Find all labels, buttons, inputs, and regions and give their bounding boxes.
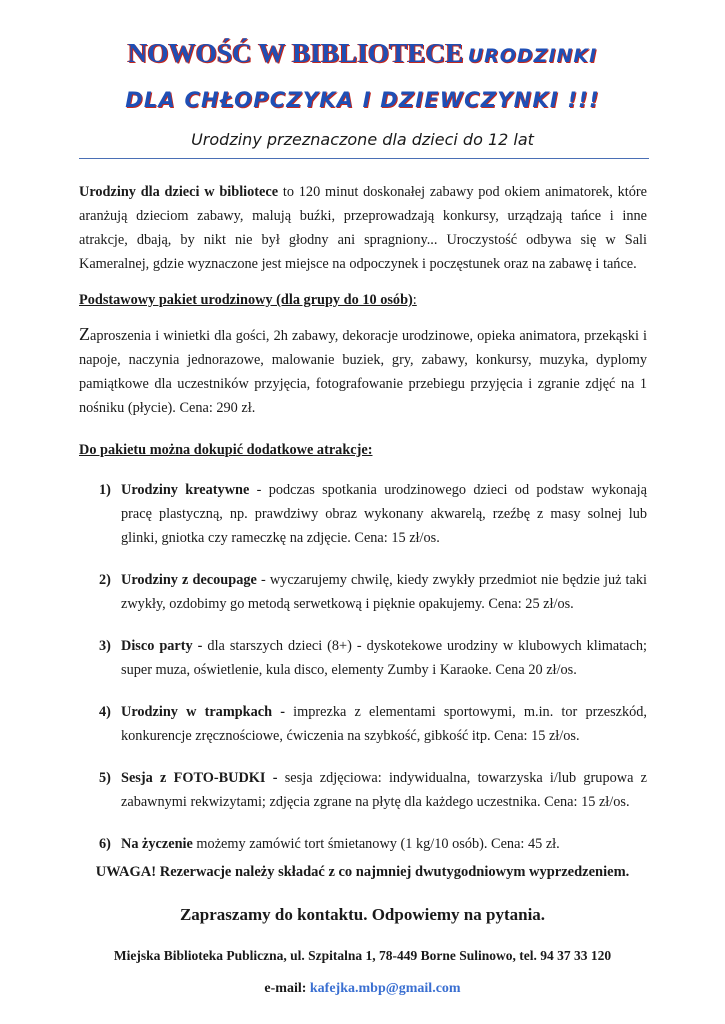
item-text: imprezka z elementami sportowymi, m.in. tor przeszkód, konkurencje zręcznościowe, ćwiczenia na szybkość, gibkość itp. Cena: 15 zł/os.: [121, 704, 647, 744]
item-number: 4): [99, 704, 111, 720]
basic-package-heading-row: [79, 288, 647, 312]
item-text: dla starszych dzieci (8+) - dyskotekowe urodziny w klubowych klimatach; super muza, oświetlenie, kula disco, elementy Zumby i Karaoke. Cena 20 zł/os.: [121, 638, 647, 678]
extras-heading: Do pakietu można dokupić dodatkowe atrakcje:: [79, 442, 373, 458]
title-line2: DLA CHŁOPCZYKA I DZIEWCZYNKI !!!: [125, 88, 600, 112]
intro-paragraph: [79, 180, 647, 276]
contact-invite: Zapraszamy do kontaktu. Odpowiemy na pytania.: [179, 905, 546, 924]
item-text: - podczas spotkania urodzinowego dzieci od podstaw wykonają pracę plastyczną, np. prawdziwy obraz wykonany akwarelą, rzeźbę z masy solnej lub glinki, gniotka czy rameczkę na zdjęcie. Cena: 15 zł/os.: [121, 482, 647, 546]
item-title: Disco party -: [121, 638, 203, 654]
item-title: Urodziny z decoupage: [121, 572, 257, 588]
list-item: [79, 766, 647, 814]
reservation-warning: UWAGA! Rezerwacje należy składać z co najmniej dwutygodniowym wyprzedzeniem.: [95, 864, 630, 880]
subtitle: Urodziny przeznaczone dla dzieci do 12 lat: [191, 130, 534, 149]
item-number: 5): [99, 770, 111, 786]
intro-bold: Urodziny dla dzieci w bibliotece: [79, 184, 279, 200]
item-number: 3): [99, 638, 111, 654]
item-title: Sesja z FOTO-BUDKI -: [121, 770, 278, 786]
title-main: NOWOŚĆ W BIBLIOTECE: [127, 38, 464, 68]
list-item: [79, 832, 647, 856]
basic-package-first-letter: Z: [79, 324, 90, 344]
list-item: [79, 700, 647, 748]
email-label: e-mail:: [264, 981, 307, 996]
intro-text: to 120 minut doskonałej zabawy pod okiem animatorek, które aranżują dzieciom zabawy, malują buźki, przeprowadzają konkursy, urządzają tańce i inne atrakcje, dbają, by nikt nie był głodny ani spragniony... Uroczystość odbywa się w Sali Kameralnej, gdzie wyznaczone jest miejsce na odpoczynek i poczęstunek oraz na zabawę i tańce.: [79, 184, 647, 272]
item-number: 6): [99, 836, 111, 852]
basic-package-text: [79, 322, 647, 420]
extras-list: [79, 478, 647, 856]
list-item: [79, 568, 647, 616]
title-line2-wrapper: [0, 88, 725, 112]
list-item: [79, 634, 647, 682]
item-text: - wyczarujemy chwilę, kiedy zwykły przedmiot nie będzie już taki zwykły, ozdobimy go metodą serwetkową i pięknie opakujemy. Cena: 25 zł/os.: [121, 572, 647, 612]
email-line: [0, 981, 725, 997]
item-text: sesja zdjęciowa: indywidualna, towarzyska i/lub grupowa z zabawnymi rekwizytami; zdjęcia zgrane na płytę dla każdego uczestnika. Cena: 15 zł/os.: [121, 770, 647, 810]
item-number: 1): [99, 482, 111, 498]
item-title: Na życzenie: [121, 836, 193, 852]
list-item: [79, 478, 647, 550]
page-title: [0, 38, 725, 69]
title-accent: URODZINKI: [467, 45, 598, 67]
item-text: możemy zamówić tort śmietanowy (1 kg/10 osób). Cena: 45 zł.: [192, 836, 560, 852]
basic-package-colon: :: [412, 292, 417, 308]
item-title: Urodziny w trampkach -: [121, 704, 285, 720]
document-body: [79, 180, 647, 874]
library-address: Miejska Biblioteka Publiczna, ul. Szpitalna 1, 78-449 Borne Sulinowo, tel. 94 37 33 120: [113, 948, 612, 963]
item-title: Urodziny kreatywne: [121, 482, 250, 498]
email-link[interactable]: kafejka.mbp@gmail.com: [309, 981, 461, 996]
basic-package-body: aproszenia i winietki dla gości, 2h zabawy, dekoracje urodzinowe, opieka animatora, przekąski i napoje, naczynia jednorazowe, malowanie buziek, gry, zabawy, konkursy, muzyka, dyplomy pamiątkowe dla uczestników przyjęcia, fotografowanie przebiegu przyjęcia i zgranie zdjęć na 1 nośniku (płycie). Cena: 290 zł.: [79, 328, 647, 416]
basic-package-heading: Podstawowy pakiet urodzinowy (dla grupy do 10 osób): [79, 292, 413, 308]
item-number: 2): [99, 572, 111, 588]
header-divider: [79, 158, 649, 159]
